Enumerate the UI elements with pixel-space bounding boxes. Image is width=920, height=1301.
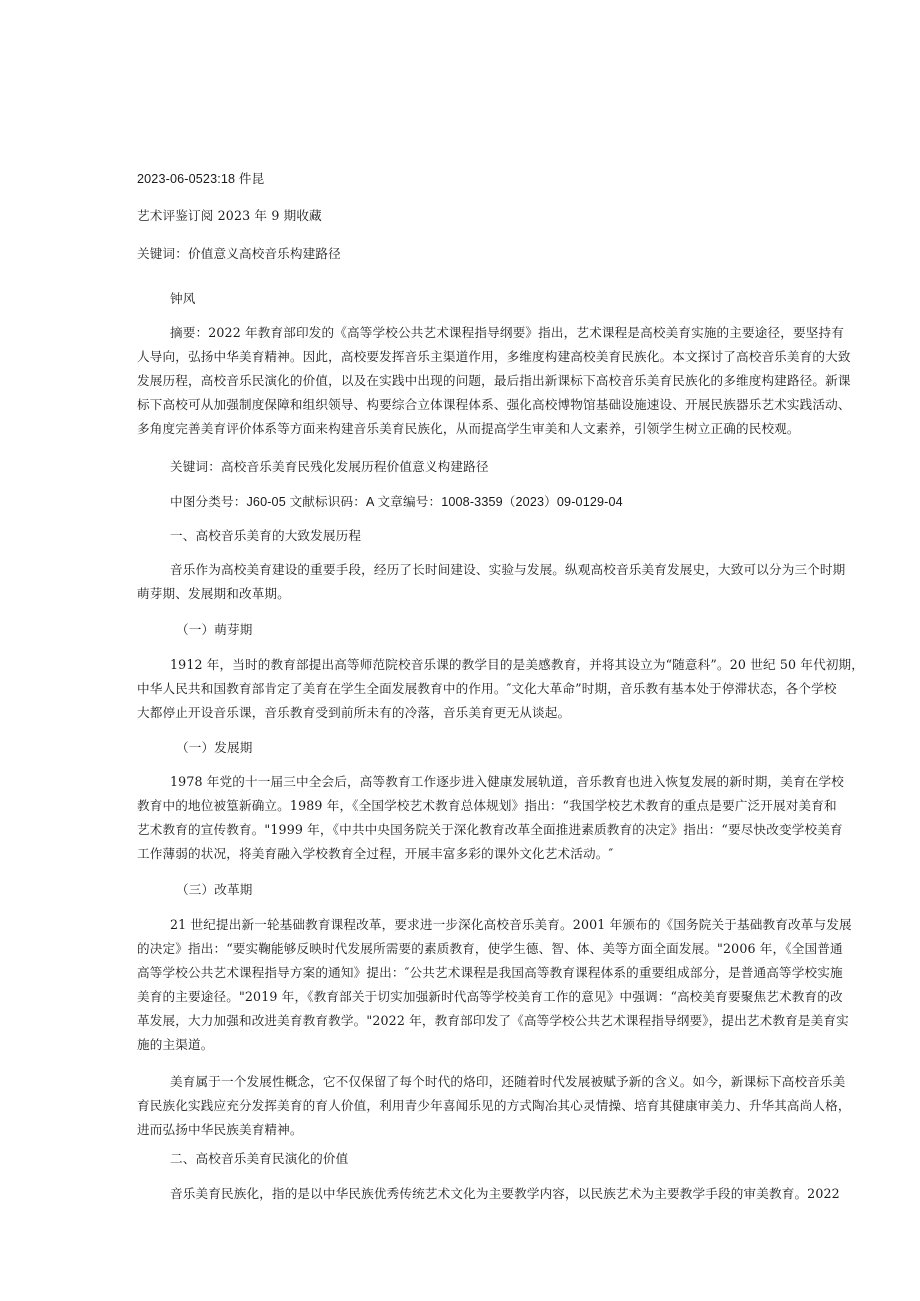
abstract-line: 摘要：2022 年教育部印发的《高等学校公共艺术课程指导纲要》指出，艺术课程是高校美育实施的主要途径，要坚持有	[170, 325, 844, 340]
paragraph-line: 音乐美育民族化，指的是以中华民族优秀传统艺术文化为主要教学内容，以民族艺术为主要教学手段的审美教育。2022	[170, 1186, 840, 1201]
paragraph-line: 萌芽期、发展期和改革期。	[137, 586, 290, 601]
paragraph-line: 艺术教育的宣传教育。"1999 年，《中共中央国务院关于深化教育改革全面推进素质教育的决定》指出：“要尽快改变学校美育	[137, 822, 843, 837]
paragraph-line: 高等学校公共艺术课程指导方案的通知》提出：″公共艺术课程是我国高等教育课程体系的重要组成部分，是普通高等学校实施	[137, 965, 843, 980]
abstract-line: 标下高校可从加强制度保障和组织领导、构要综合立体课程体系、强化高校博物馆基础设施速设、开展民族器乐艺术实践活动、	[137, 397, 851, 412]
paragraph-line: 美育属于一个发展性概念，它不仅保留了每个时代的烙印，还随着时代发展被赋予新的含义。如今，新课标下高校音乐美	[170, 1074, 846, 1089]
section-2-heading: 二、高校音乐美育民演化的价值	[170, 1151, 349, 1166]
paragraph-line: 大都停止开设音乐课，音乐教育受到前所未有的冷落，音乐美育更无从谈起。	[137, 705, 571, 720]
abstract-line: 发展历程，高校音乐民演化的价值，以及在实践中出现的问题，最后指出新课标下高校音乐美育民族化的多维度构建路径。新课	[137, 373, 851, 388]
paragraph-line: 的决定》指出：“要实鞠能够反映时代发展所需要的素质教育，使学生德、智、体、美等方面全面发展。"2006 年，《全国普通	[137, 941, 843, 956]
paragraph-line: 教育中的地位被篁新确立。1989 年，《全国学校艺术教育总体规划》指出：“我国学校艺术教育的重点是要广泛开展对美育和	[137, 798, 837, 813]
section-1-heading: 一、高校音乐美育的大致发展历程	[170, 528, 362, 543]
keywords: 关键词：高校音乐美育民残化发展历程价值意义构建路径	[170, 459, 489, 474]
paragraph-line: 工作薄弱的状况，将美育融入学校教育全过程，开展丰富多彩的课外文化艺术活动。″	[137, 846, 614, 861]
paragraph-line: 美育的主要途径。"2019 年，《教育部关于切实加强新时代高等学校美育工作的意见》中强调：“高校美育要聚焦艺术教育的改	[137, 989, 843, 1004]
subsection-heading-1: （一）萌芽期	[176, 622, 253, 637]
classification-info: 中图分类号：J60-05 文献标识码：A 文章编号：1008-3359（2023）09-0129-04	[170, 495, 623, 509]
header-keywords: 关键词：价值意义高校音乐构建路径	[137, 246, 341, 261]
paragraph-line: 1912 年，当时的教育部提出高等师范院校音乐课的教学目的是美感教育，并将其设立为“随意科”。20 世纪 50 年代初期，	[170, 657, 865, 672]
paragraph-line: 21 世纪提出新一轮基础教育课程改革，要求进一步深化高校音乐美育。2001 年颁布的《国务院关于基础教育改革与发展	[170, 917, 852, 932]
paragraph-line: 施的主渠道。	[137, 1037, 214, 1052]
paragraph-line: 革发展，大力加强和改进美育教育教学。"2022 年，教育部印发了《高等学校公共艺术课程指导纲要》，提出艺术教育是美育实	[137, 1013, 849, 1028]
timestamp-line: 2023-06-0523:18 件昆	[137, 172, 265, 186]
subsection-heading-2: （一）发展期	[176, 740, 253, 755]
subsection-heading-3: （三）改革期	[176, 882, 253, 897]
paragraph-line: 中华人民共和国教育部肯定了美育在学生全面发展教育中的作用。″文化大革命”时期，音乐教有基本处于停滞状态，各个学校	[137, 681, 837, 696]
paragraph-line: 1978 年党的十一届三中全会后，高等教育工作逐步进入健康发展轨道，音乐教育也进入恢复发展的新时期，美育在学校	[170, 774, 844, 789]
paragraph-line: 育民族化实践应充分发挥美育的育人价值，利用青少年喜闻乐见的方式陶冶其心灵情操、培育其健康审美力、升华其高尚人格，	[137, 1098, 851, 1113]
author-name: 钟风	[170, 291, 196, 306]
source-line: 艺术评鉴订阅 2023 年 9 期收藏	[137, 208, 322, 223]
abstract-line: 多角度完善美育评价体系等方面来构建音乐美育民族化，从而提高学生审美和人文素养，引领学生树立正确的民校观。	[137, 421, 800, 436]
abstract-line: 人导向，弘扬中华美育精神。因此，高校要发挥音乐主渠道作用，多维度构建高校美育民族化。本文探讨了高校音乐美育的大致	[137, 349, 851, 364]
paragraph-line: 音乐作为高校美育建设的重要手段，经历了长时间建设、实验与发展。纵观高校音乐美育发展史，大致可以分为三个时期	[170, 562, 846, 577]
paragraph-line: 进而弘扬中华民族美育精神。	[137, 1122, 303, 1137]
